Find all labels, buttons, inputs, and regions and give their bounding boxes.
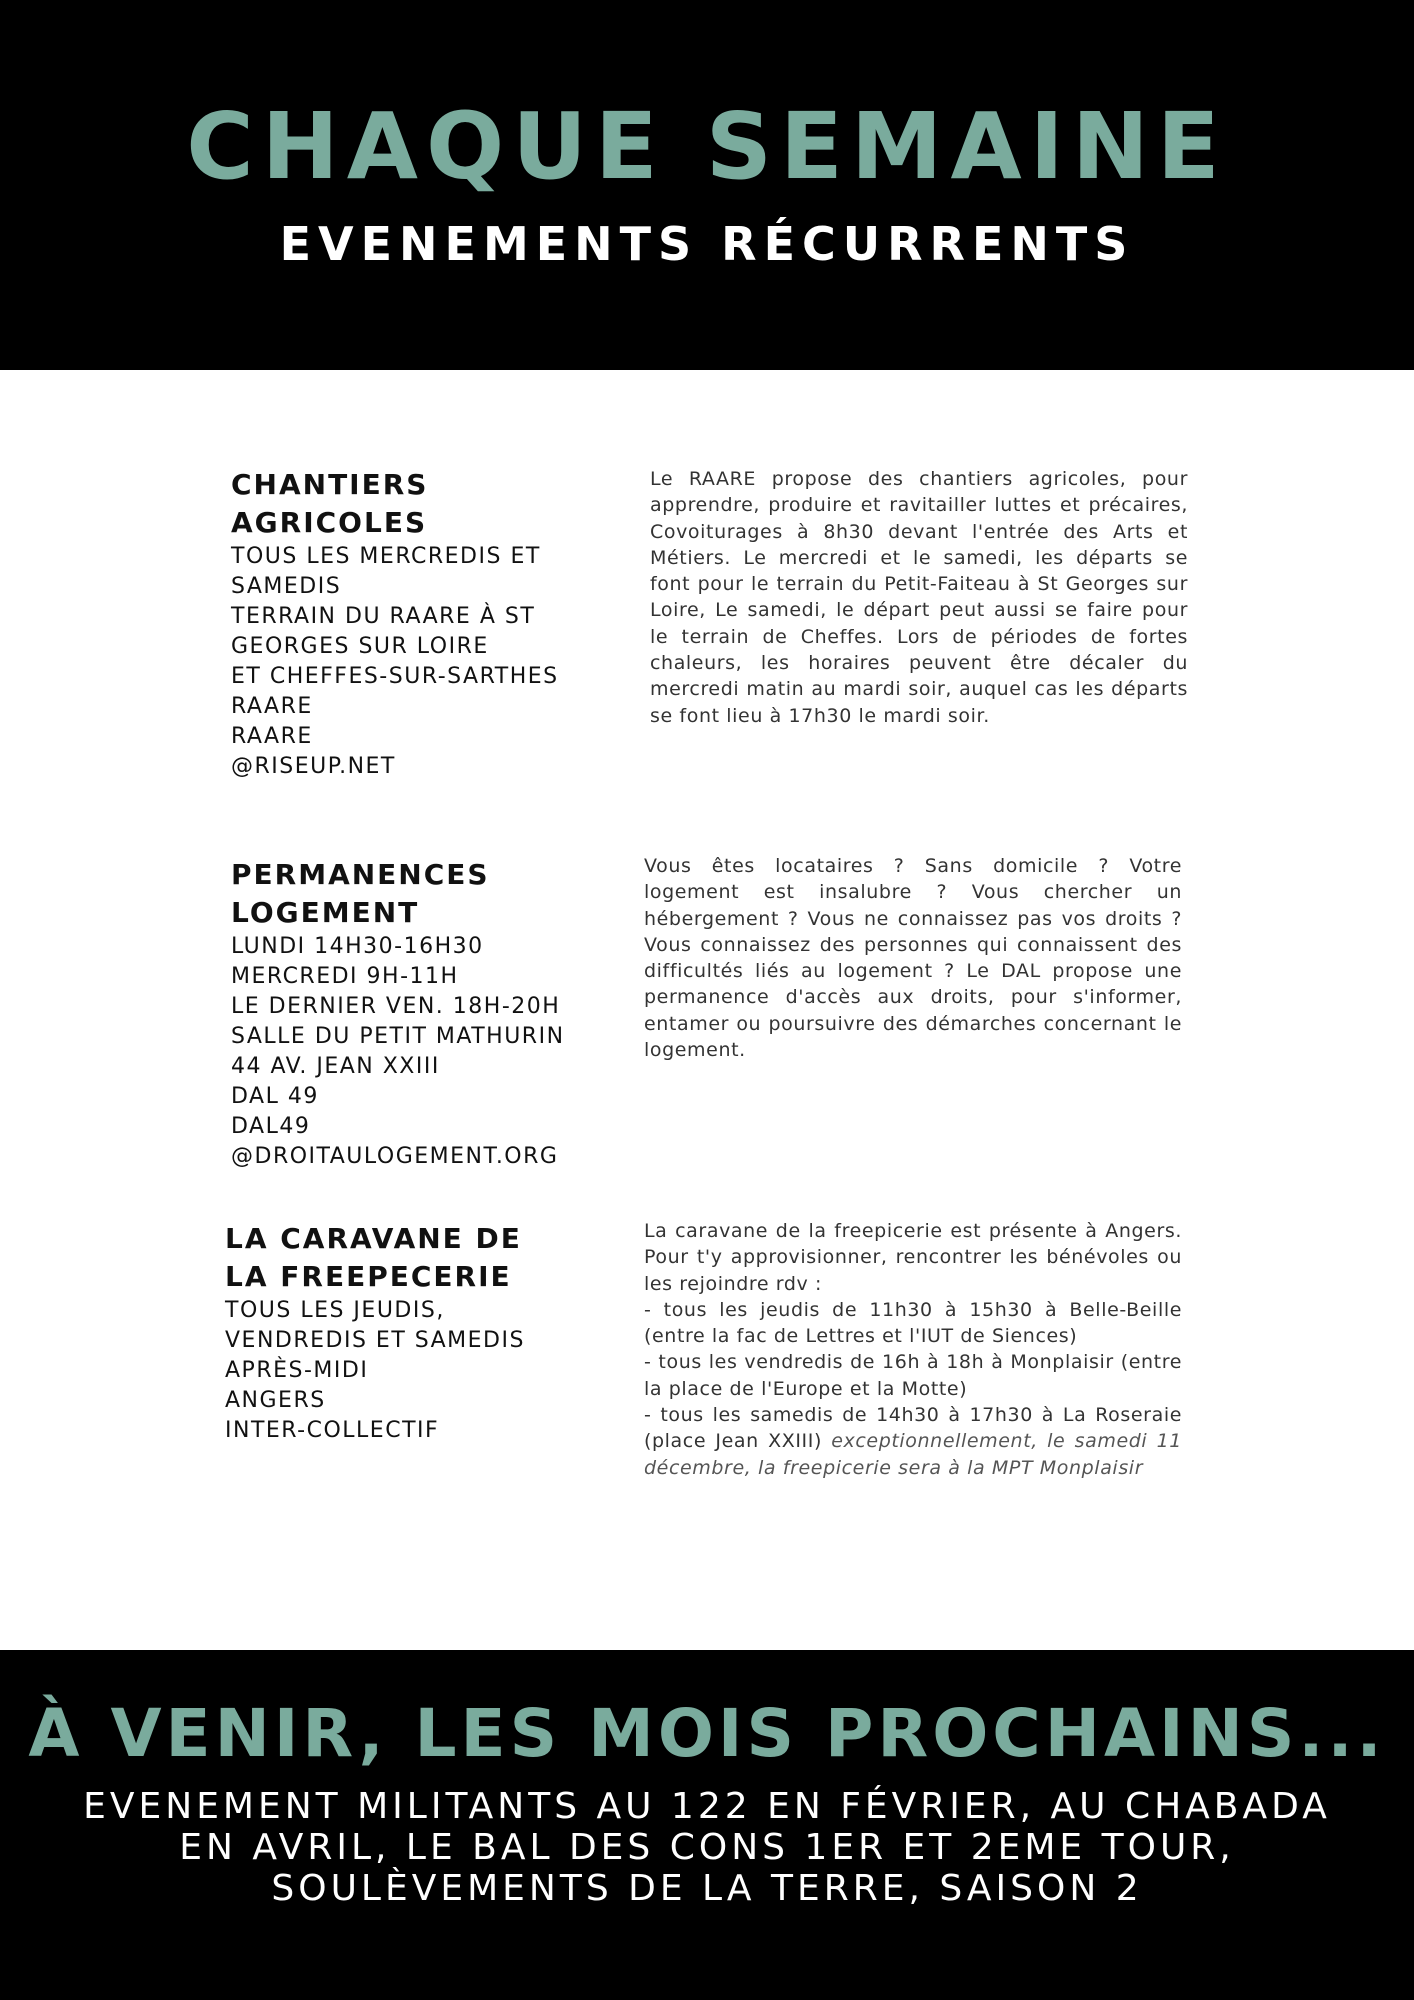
event-detail-line: 44 AV. JEAN XXIII [231, 1054, 440, 1079]
event-detail-line: DAL49 [231, 1114, 311, 1139]
event-title [231, 856, 621, 932]
event-details [225, 1296, 615, 1446]
event-detail-line: ET CHEFFES-SUR-SARTHES [231, 664, 559, 689]
event-description: Vous êtes locataires ? Sans domicile ? Votre logement est insalubre ? Vous chercher un hébergement ? Vous ne connaissez pas vos droits ? Vous connaissez des personnes qui connaissent des difficultés liés au logement ? Le DAL propose une permanence d'accès aux droits, pour s'informer, entamer ou poursuivre des démarches concernant le logement. [644, 855, 1182, 1062]
event-title-line: LA CARAVANE DE [225, 1222, 522, 1255]
event-title [225, 1220, 615, 1296]
event-detail-line: LUNDI 14H30-16H30 [231, 934, 484, 959]
upcoming-line: EVENEMENT MILITANTS AU 122 EN FÉVRIER, AU CHABADA [83, 1786, 1331, 1827]
event-title-line: PERMANENCES [231, 858, 490, 891]
event-detail-line: MERCREDI 9H-11H [231, 964, 459, 989]
event-info [231, 466, 621, 782]
upcoming-text [20, 1786, 1394, 1909]
event-detail-line: GEORGES SUR LOIRE [231, 634, 489, 659]
event-details [231, 932, 621, 1172]
event-detail-line: INTER-COLLECTIF [225, 1418, 440, 1443]
event-note: exceptionnellement, le samedi 11 décembre, la freepicerie sera à la MPT Monplaisir [644, 1430, 1182, 1479]
event-title-line: LA FREEPECERIE [225, 1260, 512, 1293]
event-info [225, 1220, 615, 1446]
event-contact-email: @RISEUP.NET [231, 754, 396, 779]
page-subtitle: EVENEMENTS RÉCURRENTS [279, 217, 1135, 271]
schedule-item: - tous les jeudis de 11h30 à 15h30 à Belle-Beille (entre la fac de Lettres et l'IUT de Siences) [644, 1298, 1182, 1348]
event-description [644, 1218, 1182, 1481]
event-contact-email: @DROITAULOGEMENT.ORG [231, 1144, 559, 1169]
event-detail-line: APRÈS-MIDI [225, 1358, 369, 1383]
upcoming-line: SOULÈVEMENTS DE LA TERRE, SAISON 2 [271, 1868, 1143, 1909]
event-detail-line: SALLE DU PETIT MATHURIN [231, 1024, 565, 1049]
event-details [231, 542, 621, 782]
event-detail-line: SAMEDIS [231, 574, 342, 599]
event-description: Le RAARE propose des chantiers agricoles, pour apprendre, produire et ravitailler luttes et précaires, Covoiturages à 8h30 devant l'entrée des Arts et Métiers. Le mercredi et le samedi, les départs se font pour le terrain du Petit-Faiteau à St Georges sur Loire, Le samedi, le départ peut aussi se faire pour le terrain de Cheffes. Lors de périodes de fortes chaleurs, les horaires peuvent être décaler du mercredi matin au mardi soir, auquel cas les départs se font lieu à 17h30 le mardi soir. [650, 468, 1188, 727]
event-detail-line: LE DERNIER VEN. 18H-20H [231, 994, 561, 1019]
upcoming-title: À VENIR, LES MOIS PROCHAINS... [28, 1695, 1386, 1772]
event-title-line: AGRICOLES [231, 506, 428, 539]
event-title-line: CHANTIERS [231, 468, 429, 501]
event-title-line: LOGEMENT [231, 896, 420, 929]
event-detail-line: ANGERS [225, 1388, 326, 1413]
event-info [231, 856, 621, 1172]
event-detail-line: TOUS LES JEUDIS, [225, 1298, 445, 1323]
upcoming-line: EN AVRIL, LE BAL DES CONS 1ER ET 2EME TOUR, [179, 1827, 1235, 1868]
event-detail-line: RAARE [231, 694, 313, 719]
schedule-item: - tous les vendredis de 16h à 18h à Monplaisir (entre la place de l'Europe et la Motte) [644, 1351, 1182, 1400]
event-detail-line: TOUS LES MERCREDIS ET [231, 544, 541, 569]
event-title [231, 466, 621, 542]
event-detail-line: TERRAIN DU RAARE À ST [231, 604, 536, 629]
event-detail-line: VENDREDIS ET SAMEDIS [225, 1328, 525, 1353]
event-detail-line: RAARE [231, 724, 313, 749]
event-detail-line: DAL 49 [231, 1084, 319, 1109]
schedule-item: - tous les samedis de 14h30 à 17h30 à La Roseraie (place Jean XXIII) [644, 1404, 1182, 1453]
event-description-intro: La caravane de la freepicerie est présente à Angers. Pour t'y approvisionner, rencontrer les bénévoles ou les rejoindre rdv : [644, 1220, 1182, 1295]
page-title: CHAQUE SEMAINE [186, 93, 1228, 200]
